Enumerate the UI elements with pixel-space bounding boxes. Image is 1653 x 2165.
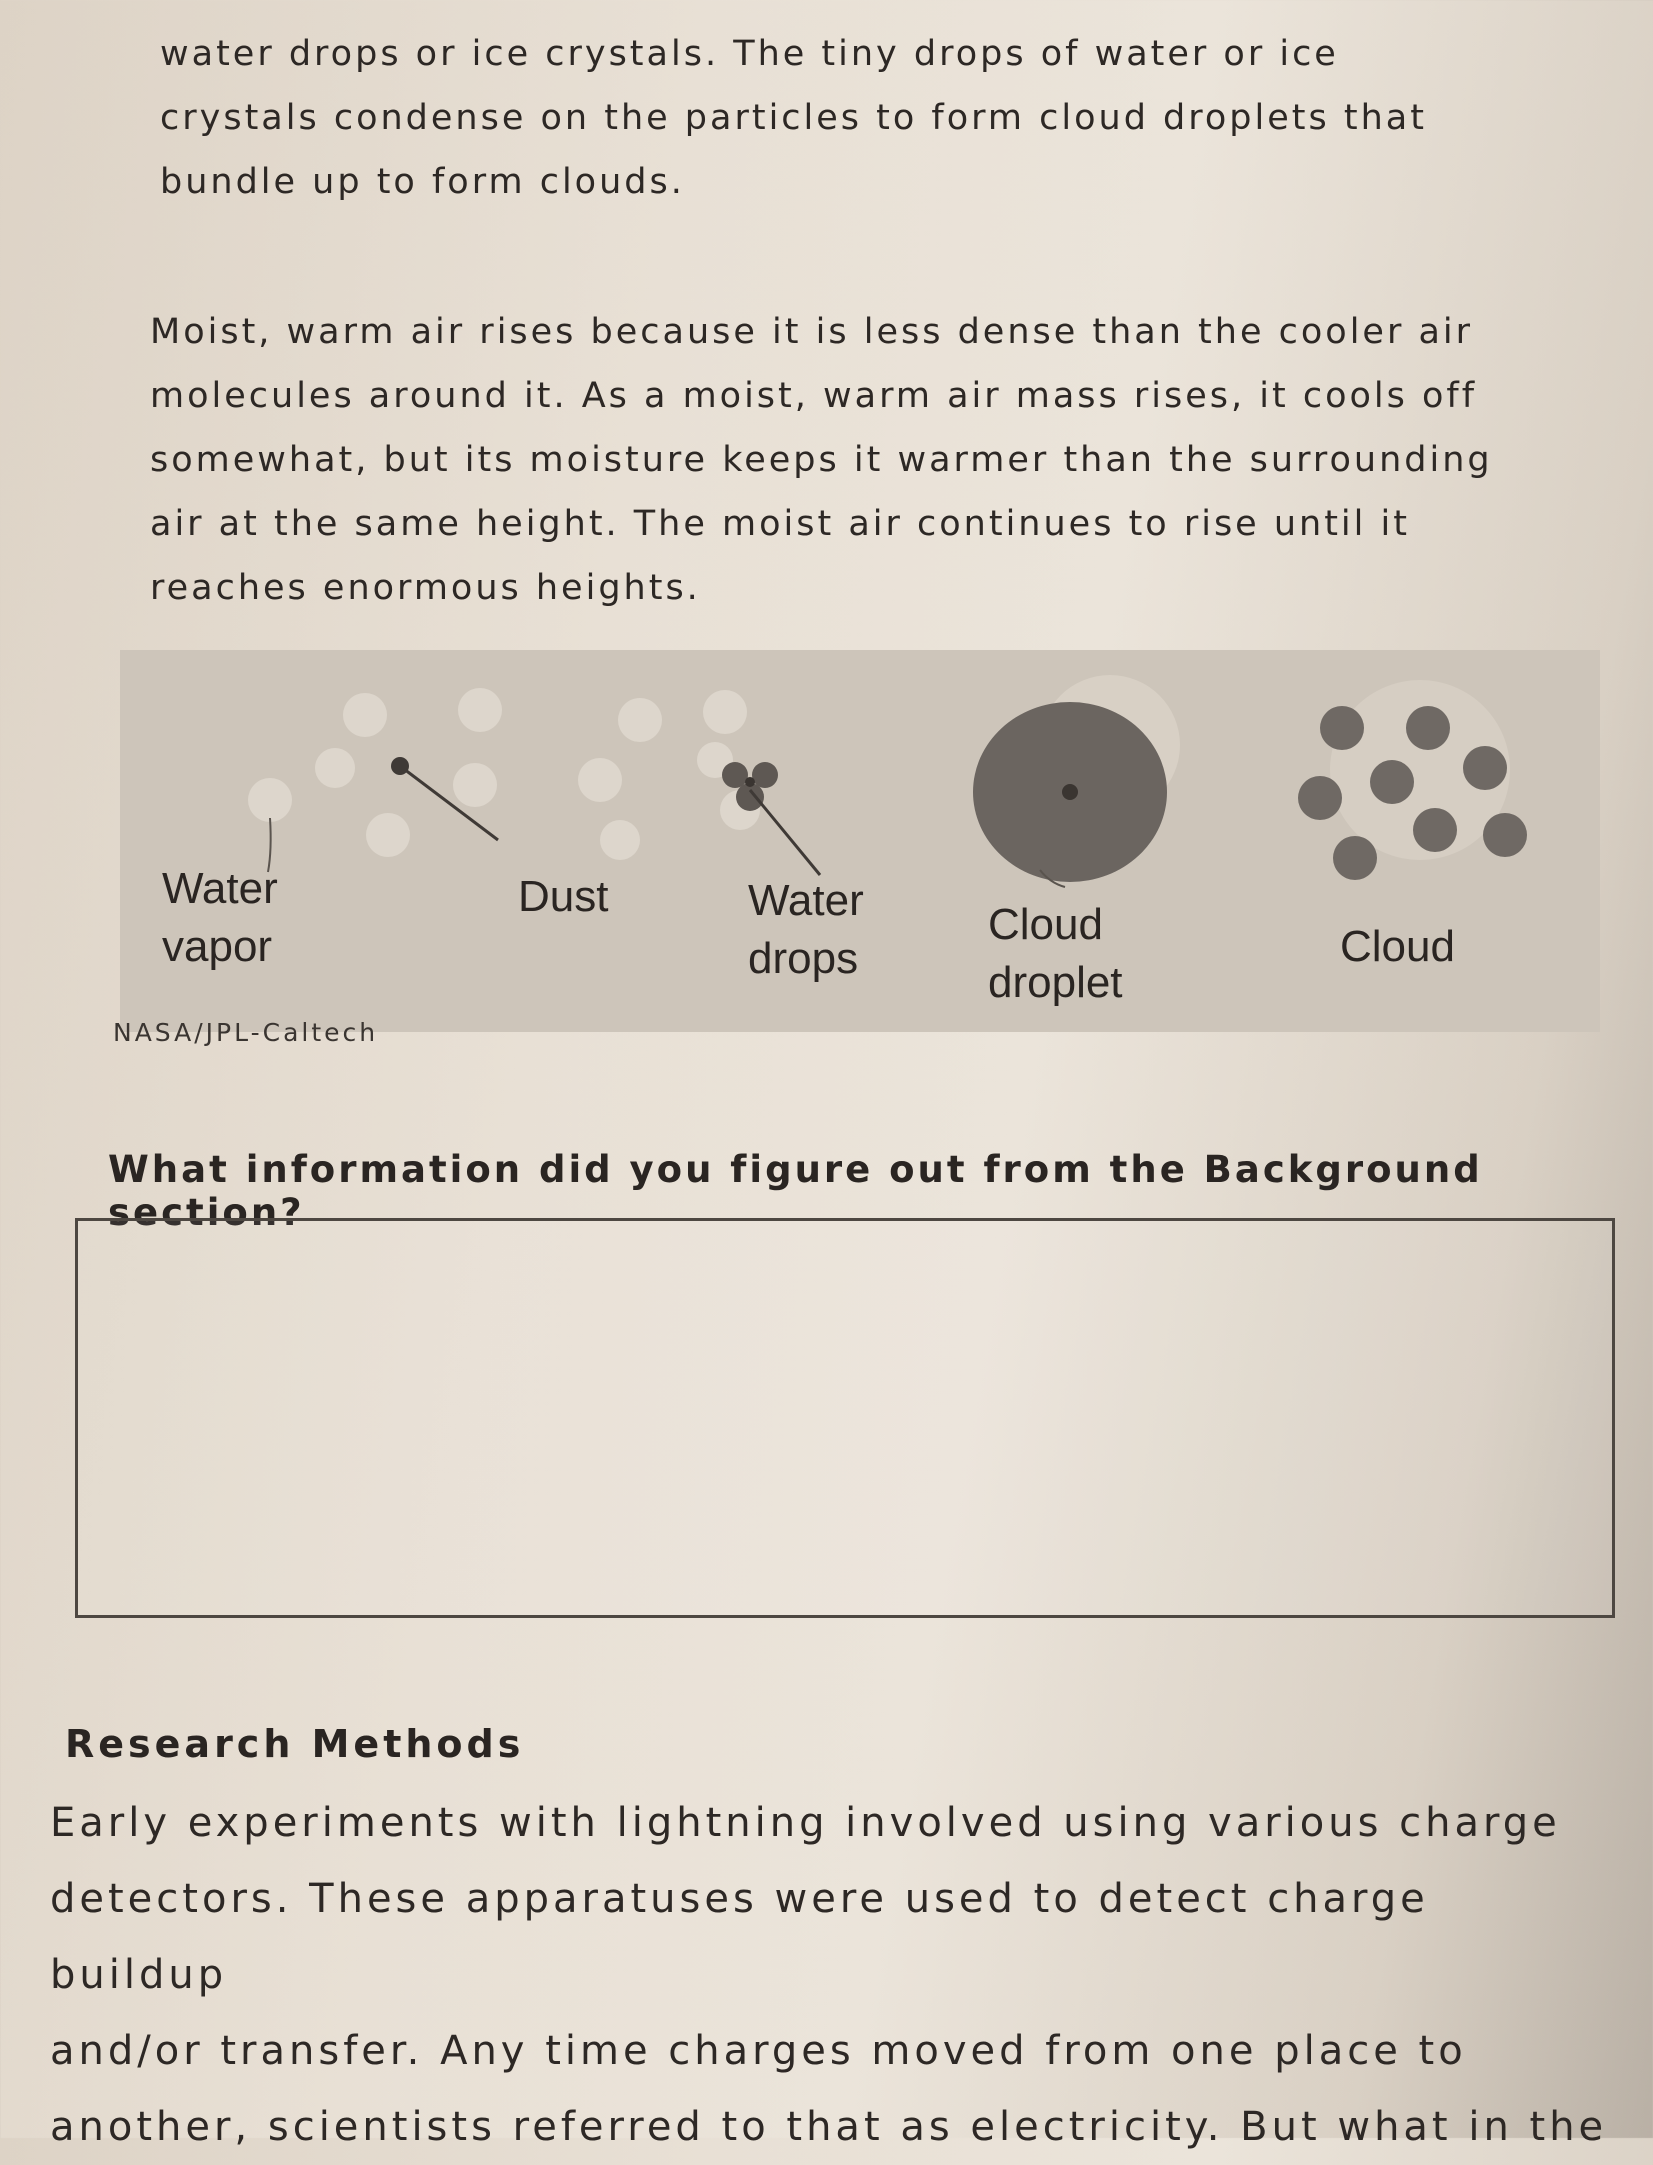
label-cloud: Cloud [1340, 922, 1455, 971]
answer-box[interactable] [75, 1218, 1615, 1618]
label-dust: Dust [518, 872, 609, 921]
cloud-droplet [973, 702, 1167, 882]
background-paragraph-2: Moist, warm air rises because it is less dense than the cooler air molecules around it. As a moist, warm air mass rises, it cools off somewhat, but its moisture keeps it warmer than the surrounding air at the same height. The moist air continues to rise until it reaches enormous heights. [150, 312, 1493, 608]
background-paragraph-1: water drops or ice crystals. The tiny drops of water or ice crystals condense on the particles to form cloud droplets that bundle up to form clouds. [160, 34, 1427, 202]
label-water-vapor: Water vapor [162, 864, 278, 971]
label-water-drops: Water drops [748, 876, 864, 983]
water-vapor-particles [248, 675, 1510, 860]
label-cloud-droplet: Cloud droplet [988, 900, 1123, 1007]
water-drops-pointer [750, 790, 820, 875]
cloud-formation-figure [120, 650, 1600, 1032]
figure-credit: NASA/JPL-Caltech [113, 1018, 379, 1047]
section-heading-research-methods: Research Methods [65, 1722, 525, 1766]
question-prompt: What information did you figure out from the Background section? [108, 1148, 1483, 1234]
research-methods-paragraph: Early experiments with lightning involved using various charge detectors. These apparatuses were used to detect charge buildup and/or transfer. Any time charges moved from one place to another, scientists referred to that as electricity. But what in the [50, 1800, 1608, 2150]
